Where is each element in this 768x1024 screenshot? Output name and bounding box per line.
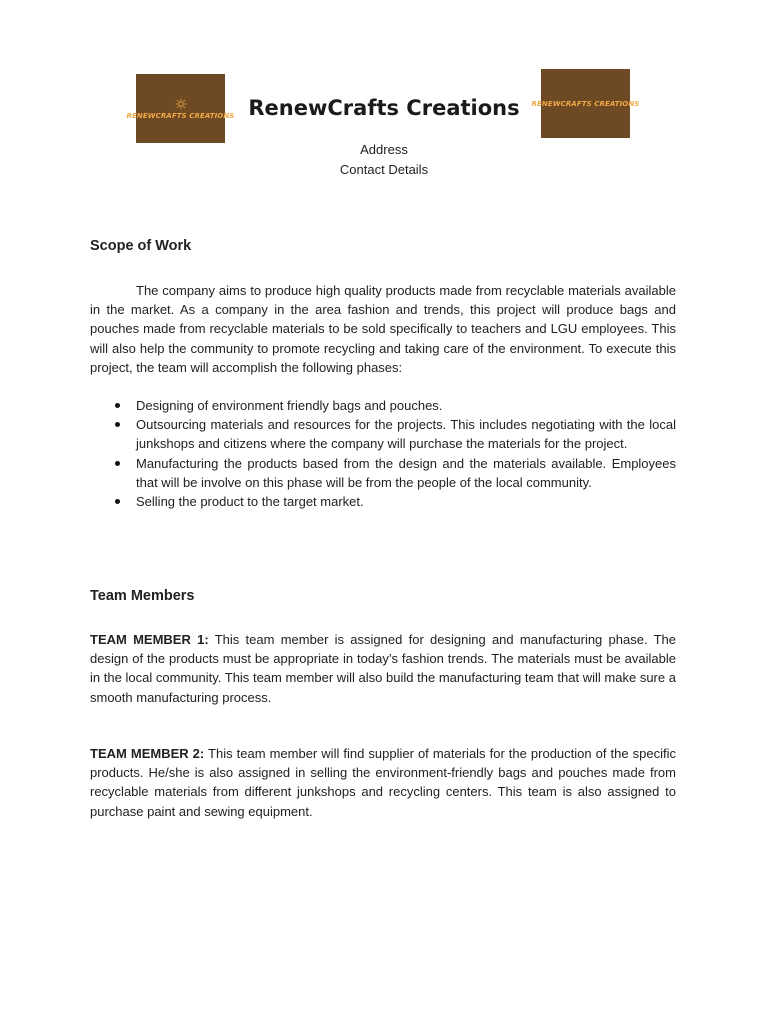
bullet-icon	[115, 403, 120, 408]
scope-of-work-heading: Scope of Work	[90, 238, 192, 254]
list-item	[90, 492, 676, 511]
team-member-2-label: TEAM MEMBER 2:	[90, 746, 205, 761]
company-logo-left	[126, 74, 235, 143]
team-member-2-paragraph	[90, 744, 676, 821]
contact-details-line: Contact Details	[339, 162, 429, 177]
scope-intro-paragraph: The company aims to produce high quality products made from recyclable materials available in the market. As a company in the area fashion and trends, this project will produce bags and pouches made from recyclable materials to be sold specifically to teachers and LGU employees. This will also help the community to promote recycling and taking care of the environment. To execute this project, the team will accomplish the following phases:	[90, 283, 676, 375]
company-name-title: RenewCrafts Creations	[248, 96, 520, 120]
phase-text: Selling the product to the target market.	[136, 494, 364, 510]
phase-text: Manufacturing the products based from the design and the materials available. Employees that will be involve on this phase will be from the people of the local community.	[136, 455, 676, 490]
bullet-icon	[115, 461, 120, 466]
company-logo-right	[531, 69, 640, 138]
sun-emblem-icon	[175, 98, 187, 110]
list-item	[90, 415, 676, 453]
list-item	[90, 396, 676, 415]
phase-text: Outsourcing materials and resources for the projects. This includes negotiating with the local junkshops and citizens where the company will purchase the materials for the project.	[136, 417, 676, 452]
team-members-heading: Team Members	[90, 588, 195, 604]
list-item	[90, 454, 676, 492]
bullet-icon	[115, 422, 120, 427]
team-member-1-text: This team member is assigned for designing and manufacturing phase. The design of the products must be appropriate in today’s fashion trends. The materials must be available in the local community. This team member will also build the manufacturing team that will make sure a smooth manufacturing process.	[90, 632, 677, 705]
phase-text: Designing of environment friendly bags and pouches.	[136, 398, 443, 413]
phases-list	[90, 396, 676, 511]
logo-text: RENEWCRAFTS CREATIONS	[531, 99, 640, 108]
team-member-2-text: This team member will find supplier of materials for the production of the specific products. He/she is also assigned in selling the environment-friendly bags and pouches made from recyclable materials from different junkshops and recycling centers. This team is also assigned to purchase paint and sewing equipment.	[90, 746, 676, 819]
address-line: Address	[360, 142, 408, 157]
bullet-icon	[115, 499, 120, 504]
logo-text: RENEWCRAFTS CREATIONS	[126, 111, 235, 120]
team-member-1-label: TEAM MEMBER 1:	[90, 632, 209, 647]
team-member-1-paragraph	[90, 630, 676, 707]
